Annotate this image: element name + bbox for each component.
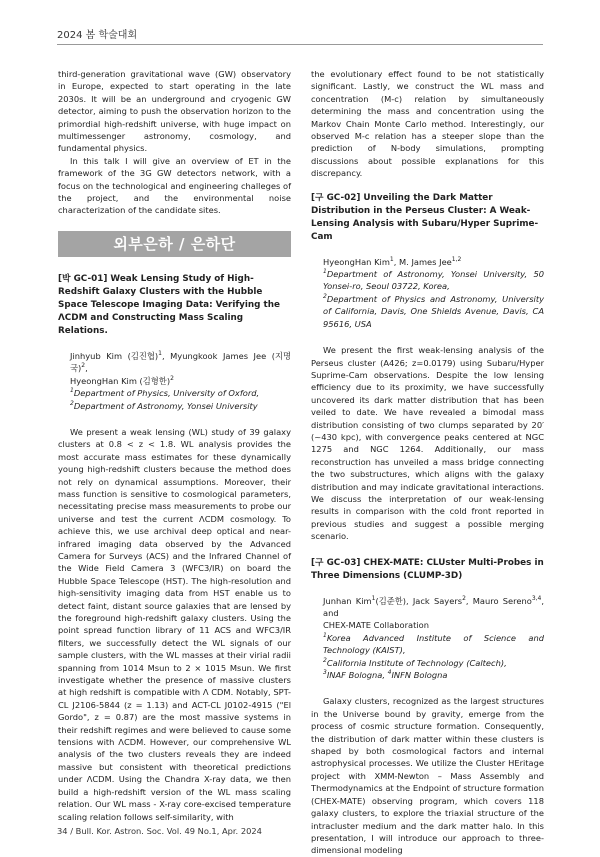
gc03-author-2: (김준한), Jack Sayers	[375, 595, 463, 606]
gc03-aff-3-text: INAF Bologna,	[326, 670, 388, 681]
gc02-affiliation-2	[323, 293, 544, 330]
gc03-authors	[323, 595, 544, 632]
gc03-title: [구 GC-03] CHEX-MATE: CLUster Multi-Probes in Three Dimensions (CLUMP-3D)	[311, 557, 544, 581]
gc03-affiliation-1	[323, 632, 544, 657]
gc03-aff-2-sup: 2	[323, 656, 327, 664]
gc01-aff-2-text: Department of Astronomy, Yonsei University	[73, 400, 258, 411]
gc01-author-1-sup: 1	[158, 350, 162, 358]
gc03-aff-2-text: California Institute of Technology (Caltech),	[326, 657, 507, 668]
gc01-affiliation-2	[70, 400, 291, 412]
gc01-aff-1-sup: 1	[70, 387, 74, 395]
gc03-collaboration: CHEX-MATE Collaboration	[323, 620, 429, 631]
intro-paragraph-1: third-generation gravitational wave (GW) observatory in Europe, expected to start operating in the late 2030s. It will be an underground and cryogenic GW detector, aiming to push the observation horizon to the primordial high-redshift universe, with huge impact on multimessenger astronomy, cosmology, and fundamental physics.	[58, 69, 291, 154]
gc01-aff-1-text: Department of Physics, University of Oxford,	[73, 388, 260, 399]
gc03-affiliation-2	[323, 657, 544, 669]
gc03-aff-4-text: INFN Bologna	[391, 670, 448, 681]
gc02-affiliation-1	[323, 268, 544, 293]
continuation-paragraph: the evolutionary effect found to be not statistically significant. Lastly, we construct the WL mass and concentration (M-c) relation by simultaneously determining the mass and concentration using the Markov Chain Monte Carlo method. Interestingly, our observed M-c relation has a steeper slope than the prediction of N-body simulations, prompting discussions about possible explanations for this discrepancy.	[311, 69, 544, 179]
gc02-aff-1-sup: 1	[323, 268, 327, 276]
running-header: 2024 봄 학술대회	[57, 30, 138, 41]
gc01-authors	[70, 350, 291, 387]
gc02-author-2-sup: 1,2	[451, 255, 462, 263]
gc02-author-1: HyeongHan Kim	[323, 256, 390, 267]
gc02-affiliations	[311, 268, 544, 330]
gc02-title: [구 GC-02] Unveiling the Dark Matter Distribution in the Perseus Cluster: A Weak-Lensing Analysis with Subaru/Hyper Suprime-Cam	[311, 192, 539, 242]
header-rule	[57, 44, 543, 45]
gc03-author-2-sup: 2	[462, 594, 466, 602]
gc03-aff-4-sup: 4	[387, 669, 392, 677]
gc01-aff-2-sup: 2	[70, 399, 74, 407]
page-footer: 34 / Bull. Kor. Astron. Soc. Vol. 49 No.1, Apr. 2024	[57, 826, 262, 836]
right-column	[311, 68, 544, 857]
gc01-author-3-sup: 2	[170, 374, 174, 382]
gc02-aff-2-sup: 2	[323, 293, 327, 301]
gc02-abstract: We present the first weak-lensing analysis of the Perseus cluster (A426; z=0.0179) using Subaru/Hyper Suprime-Cam observations. Despite the low lensing efficiency due to its proximity, we have successfully uncovered its dark matter distribution that has been veiled to date. We have revealed a bimodal mass distribution consisting of two clumps separated by 20′ (~430 kpc), with convergence peaks centered at NGC 1275 and NGC 1264. Additionally, our mass reconstruction has unveiled a mass bridge connecting the two substructures, which aligns with the galaxy distribution and may indicate gravitational interactions. We discuss the interpretation of our weak-lensing results in comparison with the cold front reported in previous studies and suggest a possible merging scenario.	[311, 345, 544, 542]
section-heading: 외부은하 / 은하단	[58, 231, 291, 257]
gc03-affiliation-3	[323, 669, 544, 681]
gc02-aff-2-text: Department of Physics and Astronomy, University of California, Davis, One Shields Avenue, Davis, CA 95616, USA	[323, 293, 544, 329]
intro-paragraph-2: In this talk I will give an overview of ET in the framework of the 3G GW detectors network, with a focus on the technological and engineering challeges of the project, and the environmental noise characterization of the candidate sites.	[58, 155, 291, 216]
gc01-author-2: , Myungkook James Jee (지명국)	[70, 350, 292, 374]
gc01-author-3: HyeongHan Kim (김형한)	[70, 375, 171, 386]
gc01-abstract: We present a weak lensing (WL) study of 39 galaxy clusters at 0.8 < z < 1.8. WL analysis provides the most accurate mass estimates for these dynamically young high-redshift clusters because the method does not rely on dynamical assumptions. Moreover, their mass function is sensitive to cosmological parameters, necessitating precise mass measurements to probe our universe and test the current ΛCDM cosmology. To achieve this, we use archival deep optical and near-infrared imaging data observed by the Advanced Camera for Surveys (ACS) and the Infrared Channel of the Wide Field Camera 3 (WFC3/IR) on board the Hubble Space Telescope (HST). The high-resolution and high-sensitivity imaging data from HST enable us to detect faint, distant source galaxies that are lensed by the foreground high-redshift galaxy clusters. Using the point spread function library of 11 ACS and WFC3/IR filters, we successfully detect the WL signals of our sample clusters, with the WL masses at their virial radii spanning from 1014 Msun to 2 × 1015 Msun. We first investigate whether the presence of massive clusters at high redshift is compatible with Λ CDM. Notably, SPT-CL J2106-5844 (z = 1.13) and ACT-CL J0102-4915 ("El Gordo", z = 0.87) are the most massive systems in their redshift regimes and were believed to cause some tensions with ΛCDM. However, our comprehensive WL analysis of the two clusters reveals they are indeed massive but consistent with theoretical predictions under ΛCDM. Using the Chandra X-ray data, we then build a high-redshift version of the WL mass scaling relation. Our WL mass - X-ray core-excised temperature scaling relation follows self-similarity, with	[58, 426, 291, 822]
gc01-affiliations	[58, 387, 291, 412]
left-column	[58, 68, 291, 823]
gc03-author-3-sup: 3,4	[531, 594, 542, 602]
gc03-author-1: Junhan Kim	[323, 595, 372, 606]
gc03-aff-3-sup: 3	[323, 669, 327, 677]
gc02-author-2: , M. James Jee	[393, 256, 452, 267]
gc03-affiliations	[311, 632, 544, 682]
gc01-author-1: Jinhyub Kim (김진협)	[70, 350, 159, 361]
gc03-author-1-sup: 1	[371, 594, 376, 602]
gc02-author-1-sup: 1	[389, 255, 394, 263]
gc03-author-and: , and	[323, 595, 545, 618]
gc03-abstract: Galaxy clusters, recognized as the largest structures in the Universe bound by gravity, emerge from the process of cosmic structure formation. Consequently, the distribution of dark matter within these clusters is shaped by both cosmological factors and internal astrophysical processes. We utilize the Cluster HEritage project with XMM-Newton – Mass Assembly and Thermodynamics at the Endpoint of structure formation (CHEX-MATE) observing program, which covers 118 galaxy clusters, to explore the triaxial structure of the intracluster medium and the dark matter halo. In this presentation, I will introduce our approach to three-dimensional modeling	[311, 696, 544, 856]
gc01-affiliation-1	[70, 387, 291, 399]
gc02-authors	[323, 256, 544, 268]
gc01-author-2-sup: 2	[81, 362, 86, 370]
gc01-author-comma: ,	[85, 363, 88, 374]
gc01-title: [박 GC-01] Weak Lensing Study of High-Redshift Galaxy Clusters with the Hubble Space Telescope Imaging Data: Verifying the ΛCDM and Constructing Mass Scaling Relations.	[58, 273, 280, 336]
gc02-aff-1-text: Department of Astronomy, Yonsei University, 50 Yonsei-ro, Seoul 03722, Korea,	[323, 269, 544, 292]
gc03-aff-1-sup: 1	[323, 632, 327, 640]
gc03-aff-1-text: Korea Advanced Institute of Science and Technology (KAIST),	[323, 632, 544, 656]
gc03-author-3: , Mauro Sereno	[465, 595, 532, 606]
